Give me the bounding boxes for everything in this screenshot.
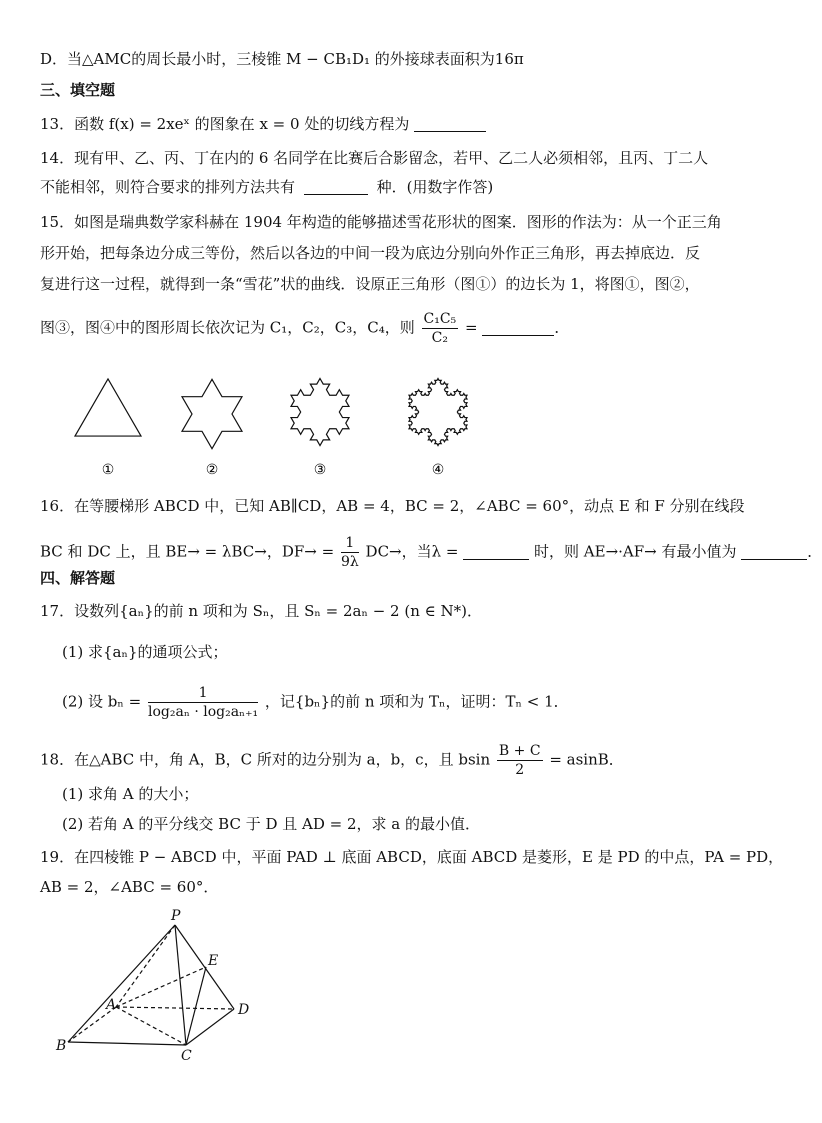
q18-fraction bbox=[497, 742, 543, 779]
q13-answer-blank bbox=[414, 115, 486, 132]
q17-text: (2) 设 bₙ = bbox=[62, 692, 142, 711]
question-18-part2: (2) 若角 A 的平分线交 BC 于 D 且 AD = 2，求 a 的最小值． bbox=[62, 815, 481, 833]
q18-text: 18．在△ABC 中，角 A，B，C 所对的边分别为 a，b，c，且 bsin bbox=[40, 750, 491, 769]
edge-CE bbox=[186, 967, 206, 1045]
q15-text: 图③，图④中的图形周长依次记为 C₁，C₂，C₃，C₄，则 bbox=[40, 318, 415, 337]
edge-AD bbox=[116, 1007, 234, 1009]
q16-text: BC 和 DC 上，且 BE→ = λBC→，DF→ = bbox=[40, 542, 335, 561]
figure-label-2: ② bbox=[205, 462, 219, 478]
q15-fraction-numerator: C₁C₅ bbox=[423, 311, 457, 327]
q14-text: 不能相邻，则符合要求的排列方法共有 bbox=[40, 178, 296, 196]
edge-PB bbox=[68, 925, 175, 1042]
q16-fraction bbox=[341, 534, 359, 571]
question-16-line2: BC 和 DC 上，且 BE→ = λBC→，DF→ = $\frac{1}{9\lambda}$ DC→，当λ = 时，则 AE→·AF→ 有最小值为 ． bbox=[40, 535, 822, 570]
q13-text: 13．函数 f(x) = 2xeˣ 的图象在 x = 0 处的切线方程为 bbox=[40, 115, 410, 133]
question-16-line1: 16．在等腰梯形 ABCD 中，已知 AB∥CD，AB = 4，BC = 2，∠ABC = 60°，动点 E 和 F 分别在线段 bbox=[40, 497, 745, 515]
question-15-line3: 复进行这一过程，就得到一条“雪花”状的曲线．设原正三角形（图①）的边长为 1，将图①，图②， bbox=[40, 275, 700, 293]
edge-CD bbox=[186, 1009, 234, 1045]
vertex-label-E: E bbox=[208, 953, 219, 969]
q15-fraction bbox=[422, 310, 459, 347]
edge-PD bbox=[175, 925, 234, 1009]
q17-fraction-denominator: log₂aₙ · log₂aₙ₊₁ bbox=[148, 704, 259, 720]
q15-answer-blank bbox=[482, 319, 554, 336]
edge-BC bbox=[68, 1042, 186, 1045]
question-19-line2: AB = 2，∠ABC = 60°． bbox=[40, 878, 219, 896]
q17-fraction-numerator: 1 bbox=[148, 684, 258, 703]
q16-fraction-numerator: 1 bbox=[341, 534, 359, 553]
question-17-part1: (1) 求{aₙ}的通项公式； bbox=[62, 643, 228, 661]
option-d: D．当△AMC的周长最小时，三棱锥 M − CB₁D₁ 的外接球表面积为16π bbox=[40, 50, 524, 68]
question-15-line4: 图③，图④中的图形周长依次记为 C₁，C₂，C₃，C₄，则 $\frac{\text{C₁C₅}}{\text{C₂}}$ = ． bbox=[40, 311, 570, 346]
koch-figure-3 bbox=[291, 379, 349, 446]
q16-text-mid: DC→，当λ = bbox=[365, 542, 459, 561]
q18-fraction-numerator: B + C bbox=[498, 743, 541, 759]
q18-text-end: = asinB． bbox=[549, 750, 624, 769]
edge-AE bbox=[116, 967, 206, 1007]
question-13 bbox=[40, 113, 758, 135]
vertex-label-B: B bbox=[56, 1038, 67, 1054]
edge-AC bbox=[116, 1007, 186, 1045]
q17-text-end: ，记{bₙ}的前 n 项和为 Tₙ，证明：Tₙ < 1． bbox=[264, 692, 569, 711]
q15-fraction-denominator: C₂ bbox=[431, 330, 448, 346]
question-17-part2 bbox=[62, 684, 758, 721]
q16-fraction-denominator: 9λ bbox=[340, 554, 359, 570]
question-14-line1: 14．现有甲、乙、丙、丁在内的 6 名同学在比赛后合影留念，若甲、乙二人必须相邻，且丙、丁二人 bbox=[40, 149, 709, 167]
question-15-line2: 形开始，把每条边分成三等份，然后以各边的中间一段为底边分别向外作正三角形，再去掉底边．反 bbox=[40, 244, 701, 262]
q14-answer-blank bbox=[304, 178, 368, 195]
question-14-line2 bbox=[40, 176, 758, 198]
figure-label-1: ① bbox=[101, 462, 115, 478]
question-15-line1: 15．如图是瑞典数学家科赫在 1904 年构造的能够描述雪花形状的图案．图形的作法为：从一个正三角 bbox=[40, 213, 722, 231]
figure-label-4: ④ bbox=[431, 462, 445, 478]
q16-answer-blank-2 bbox=[741, 543, 807, 560]
question-19-line1: 19．在四棱锥 P − ABCD 中，平面 PAD ⊥ 底面 ABCD，底面 ABCD 是菱形，E 是 PD 的中点，PA = PD， bbox=[40, 848, 784, 866]
edge-PA bbox=[116, 925, 175, 1007]
q16-text-mid2: 时，则 AE→·AF→ 有最小值为 bbox=[534, 542, 737, 561]
koch-snowflake-figures bbox=[60, 362, 480, 480]
q16-answer-blank-1 bbox=[463, 543, 529, 560]
figure-label-3: ③ bbox=[313, 462, 327, 478]
koch-figure-4 bbox=[409, 379, 467, 446]
edge-PC bbox=[175, 925, 186, 1045]
question-18-part1: (1) 求角 A 的大小； bbox=[62, 785, 199, 803]
question-17-line1: 17．设数列{aₙ}的前 n 项和为 Sₙ，且 Sₙ = 2aₙ − 2 (n ∈ N*)． bbox=[40, 602, 482, 620]
question-18-line1 bbox=[40, 742, 758, 779]
vertex-label-D: D bbox=[238, 1002, 250, 1018]
section-answer-heading: 四、解答题 bbox=[40, 569, 116, 587]
q18-fraction-denominator: 2 bbox=[515, 762, 525, 778]
section-fill-in-heading: 三、填空题 bbox=[40, 81, 116, 99]
vertex-label-P: P bbox=[171, 908, 181, 924]
q17-fraction bbox=[148, 684, 258, 721]
vertex-label-C: C bbox=[181, 1048, 192, 1064]
koch-figure-1 bbox=[75, 379, 141, 436]
pyramid-diagram bbox=[50, 905, 270, 1065]
koch-figure-2 bbox=[182, 379, 242, 448]
q15-equals: = bbox=[464, 318, 478, 337]
q14-text-end: 种．(用数字作答) bbox=[376, 178, 494, 196]
vertex-label-A: A bbox=[106, 997, 117, 1013]
